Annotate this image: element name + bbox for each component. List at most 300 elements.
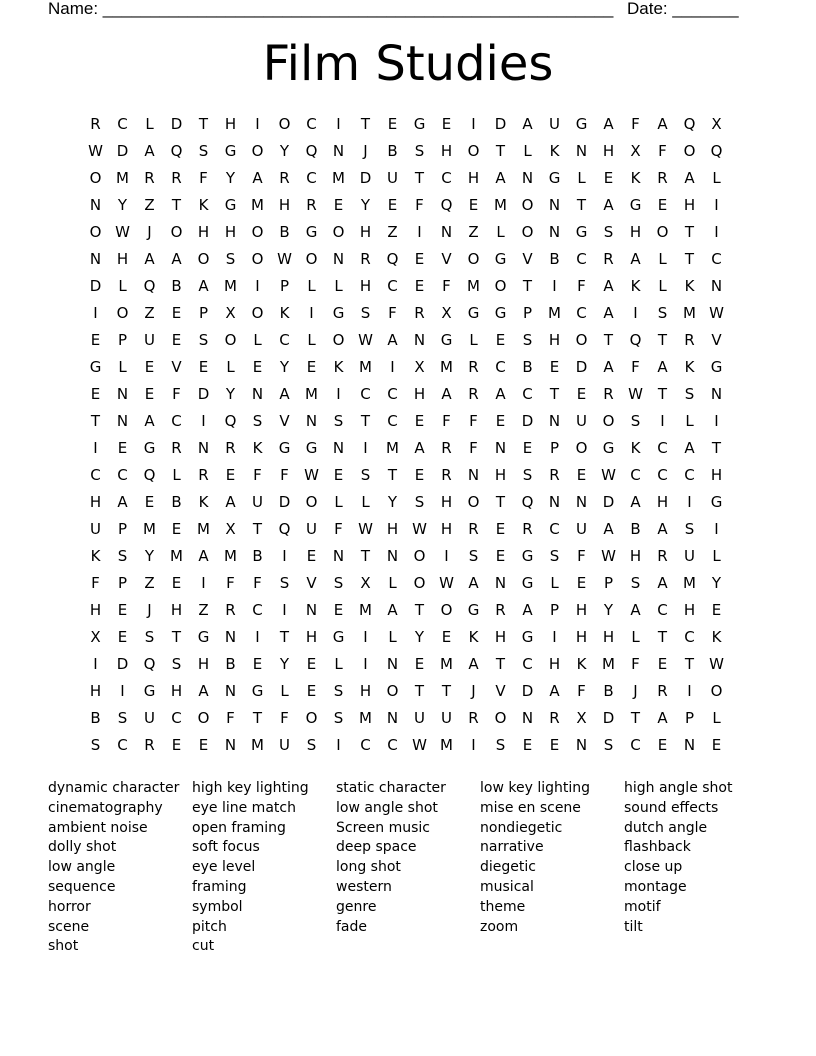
grid-letter: L [577,169,586,187]
grid-letter: N [332,142,345,160]
grid-letter: S [360,304,371,322]
grid-letter: H [467,169,480,187]
grid-letter: S [225,250,236,268]
grid-letter: E [90,331,101,349]
grid-letter: P [684,709,695,727]
grid-letter: K [90,547,101,565]
grid-letter: U [414,709,425,727]
grid-letter: A [468,574,479,592]
grid-letter: G [413,115,426,133]
grid-letter: T [711,439,722,457]
grid-letter: F [253,466,262,484]
grid-letter: S [495,736,506,754]
grid-letter: S [360,466,371,484]
word-item: cut [192,938,215,955]
grid-letter: T [171,196,182,214]
grid-letter: K [252,439,263,457]
grid-letter: W [709,304,724,322]
grid-letter: O [710,682,723,700]
grid-letter: I [255,628,260,646]
grid-row [82,489,730,516]
grid-letter: M [440,358,453,376]
grid-letter: T [657,385,668,403]
grid-letter: R [603,385,614,403]
grid-letter: R [360,250,371,268]
word-item: zoom [480,918,519,935]
word-item: open framing [192,819,286,836]
grid-letter: I [471,736,476,754]
grid-letter: D [521,412,534,430]
grid-letter: J [147,223,152,241]
grid-letter: G [197,628,210,646]
grid-letter: Y [225,385,236,403]
grid-letter: E [225,466,236,484]
grid-letter: P [549,601,560,619]
grid-letter: H [197,655,210,673]
grid-letter: S [684,520,695,538]
grid-letter: L [631,628,640,646]
grid-letter: N [494,574,507,592]
grid-row [82,192,730,219]
grid-letter: C [117,736,128,754]
grid-letter: E [495,520,506,538]
grid-letter: E [522,439,533,457]
grid-letter: E [414,250,425,268]
grid-letter: O [89,169,102,187]
word-column [480,779,624,957]
grid-letter: Y [279,142,290,160]
grid-letter: L [712,547,721,565]
grid-letter: O [278,115,291,133]
grid-letter: N [413,331,426,349]
grid-letter: H [494,628,507,646]
word-item: flashback [624,839,691,856]
word-item: fade [336,918,368,935]
grid-letter: C [657,601,668,619]
grid-letter: F [631,358,640,376]
grid-row [82,327,730,354]
grid-letter: B [90,709,101,727]
grid-letter: O [224,331,237,349]
grid-letter: D [575,358,588,376]
word-item: narrative [480,839,544,856]
grid-row [82,138,730,165]
word-item: deep space [336,839,417,856]
word-item: eye level [192,859,256,876]
grid-letter: P [522,304,533,322]
grid-letter: O [521,196,534,214]
grid-row [82,732,730,759]
grid-letter: E [387,196,398,214]
grid-letter: S [333,412,344,430]
grid-letter: A [684,169,695,187]
grid-letter: E [576,466,587,484]
grid-letter: Q [710,142,723,160]
grid-letter: H [170,601,183,619]
grid-letter: R [414,304,425,322]
grid-letter: T [171,628,182,646]
grid-row [82,165,730,192]
grid-letter: R [657,547,668,565]
grid-letter: X [576,709,587,727]
grid-letter: E [171,520,182,538]
grid-letter: E [333,466,344,484]
grid-letter: Q [143,655,156,673]
grid-letter: E [657,655,668,673]
grid-letter: C [549,520,560,538]
grid-letter: A [144,412,155,430]
grid-letter: T [684,655,695,673]
grid-letter: G [710,358,723,376]
grid-letter: N [521,169,534,187]
grid-letter: T [522,277,533,295]
grid-letter: T [603,331,614,349]
grid-letter: E [198,358,209,376]
grid-letter: S [90,736,101,754]
word-item: tilt [624,918,643,935]
grid-letter: I [93,439,98,457]
grid-letter: I [336,115,341,133]
grid-row [82,111,730,138]
grid-letter: S [414,142,425,160]
word-item: theme [480,898,526,915]
word-item: close up [624,859,683,876]
grid-letter: G [467,304,480,322]
grid-letter: G [521,547,534,565]
grid-letter: S [333,682,344,700]
grid-letter: O [116,304,129,322]
word-item: horror [48,898,91,915]
grid-letter: E [657,196,668,214]
grid-letter: Y [387,493,398,511]
grid-letter: N [224,736,237,754]
grid-letter: K [198,493,209,511]
grid-letter: M [683,304,696,322]
grid-letter: E [90,385,101,403]
grid-letter: W [601,547,616,565]
grid-letter: S [144,628,155,646]
grid-letter: W [358,331,373,349]
grid-row [82,354,730,381]
grid-letter: S [279,574,290,592]
grid-letter: R [171,169,182,187]
grid-letter: E [333,196,344,214]
grid-letter: P [117,520,128,538]
grid-letter: P [603,574,614,592]
grid-letter: Q [278,520,291,538]
grid-letter: A [495,169,506,187]
grid-letter: L [334,655,343,673]
grid-letter: T [495,493,506,511]
word-item: cinematography [48,799,163,816]
grid-letter: E [306,682,317,700]
grid-letter: H [89,493,102,511]
grid-letter: V [711,331,722,349]
grid-letter: O [494,277,507,295]
grid-letter: O [170,223,183,241]
word-item: framing [192,878,247,895]
grid-letter: I [444,547,449,565]
grid-letter: C [360,385,371,403]
grid-letter: G [251,682,264,700]
grid-letter: A [198,547,209,565]
grid-letter: I [363,655,368,673]
grid-letter: P [117,574,128,592]
grid-letter: N [548,196,561,214]
grid-letter: I [201,574,206,592]
word-item: western [336,878,392,895]
grid-letter: G [143,682,156,700]
word-item: static character [336,780,446,796]
grid-letter: I [714,412,719,430]
grid-letter: Z [144,574,155,592]
grid-letter: V [441,250,452,268]
grid-letter: N [494,439,507,457]
grid-letter: H [359,223,372,241]
grid-letter: T [630,709,641,727]
grid-letter: F [469,439,478,457]
grid-letter: E [171,736,182,754]
grid-letter: N [332,547,345,565]
grid-letter: C [117,115,128,133]
grid-letter: R [657,682,668,700]
grid-letter: I [471,115,476,133]
grid-letter: I [552,277,557,295]
grid-letter: A [225,493,236,511]
grid-letter: Z [198,601,209,619]
grid-letter: E [144,358,155,376]
grid-letter: L [226,358,235,376]
grid-letter: M [224,277,237,295]
grid-letter: C [441,169,452,187]
grid-letter: S [117,709,128,727]
grid-letter: Q [143,277,156,295]
grid-letter: J [471,682,476,700]
grid-letter: X [90,628,101,646]
grid-letter: E [171,304,182,322]
grid-letter: C [360,736,371,754]
grid-letter: I [363,628,368,646]
grid-letter: T [252,709,263,727]
grid-letter: F [280,466,289,484]
grid-letter: A [657,520,668,538]
grid-letter: H [89,682,102,700]
grid-letter: C [387,736,398,754]
grid-letter: M [602,655,615,673]
grid-letter: C [657,439,668,457]
grid-letter: M [197,520,210,538]
grid-letter: K [711,628,722,646]
grid-letter: A [603,358,614,376]
grid-letter: E [144,385,155,403]
grid-letter: E [306,655,317,673]
grid-letter: A [198,682,209,700]
word-item: low angle shot [336,799,438,816]
grid-letter: L [712,709,721,727]
grid-letter: U [252,493,263,511]
grid-letter: T [414,682,425,700]
grid-letter: L [118,277,127,295]
grid-letter: G [548,169,561,187]
grid-letter: D [521,682,534,700]
grid-row [82,624,730,651]
grid-letter: B [171,493,182,511]
grid-letter: S [522,466,533,484]
grid-letter: R [225,601,236,619]
grid-letter: E [441,115,452,133]
grid-letter: Q [683,115,696,133]
grid-letter: N [305,601,318,619]
grid-letter: W [115,223,130,241]
grid-letter: H [656,493,669,511]
grid-letter: Z [468,223,479,241]
grid-letter: G [521,574,534,592]
grid-letter: C [252,601,263,619]
grid-letter: H [548,655,561,673]
grid-letter: I [120,682,125,700]
grid-letter: O [440,601,453,619]
grid-letter: C [630,736,641,754]
grid-letter: E [117,628,128,646]
grid-letter: J [147,601,152,619]
grid-letter: C [684,466,695,484]
grid-letter: F [226,574,235,592]
grid-letter: A [468,655,479,673]
grid-letter: Q [440,196,453,214]
grid-letter: U [576,520,587,538]
grid-letter: U [684,547,695,565]
grid-letter: U [387,169,398,187]
grid-letter: T [549,385,560,403]
grid-letter: H [224,223,237,241]
grid-letter: A [630,493,641,511]
grid-letter: A [630,250,641,268]
grid-letter: H [683,601,696,619]
grid-letter: N [467,466,480,484]
grid-letter: S [630,412,641,430]
grid-letter: M [359,709,372,727]
grid-letter: E [657,736,668,754]
grid-letter: U [306,520,317,538]
grid-letter: G [494,304,507,322]
grid-letter: A [657,574,668,592]
grid-letter: B [603,682,614,700]
grid-letter: K [279,304,290,322]
grid-letter: C [171,709,182,727]
grid-letter: R [549,466,560,484]
grid-letter: P [279,277,290,295]
grid-letter: C [657,466,668,484]
grid-letter: T [657,331,668,349]
grid-letter: F [91,574,100,592]
grid-letter: H [575,628,588,646]
grid-letter: I [660,412,665,430]
grid-letter: T [360,547,371,565]
grid-letter: L [496,223,505,241]
grid-letter: P [117,331,128,349]
grid-letter: E [414,655,425,673]
grid-letter: E [711,601,722,619]
grid-letter: I [714,520,719,538]
grid-letter: K [684,358,695,376]
grid-letter: N [548,493,561,511]
grid-letter: Y [144,547,155,565]
grid-letter: K [576,655,587,673]
grid-letter: E [495,331,506,349]
grid-letter: Y [279,655,290,673]
grid-letter: H [629,223,642,241]
grid-row [82,462,730,489]
grid-letter: T [657,628,668,646]
grid-letter: R [171,439,182,457]
grid-letter: A [630,601,641,619]
word-item: dynamic character [48,780,180,796]
grid-letter: G [305,223,318,241]
grid-letter: I [201,412,206,430]
grid-letter: R [90,115,101,133]
grid-letter: V [171,358,182,376]
grid-row [82,408,730,435]
grid-letter: O [89,223,102,241]
grid-letter: H [89,601,102,619]
grid-letter: A [657,358,668,376]
grid-letter: H [548,331,561,349]
grid-letter: H [116,250,129,268]
grid-letter: T [360,412,371,430]
grid-letter: E [495,547,506,565]
grid-letter: L [280,682,289,700]
grid-letter: R [306,196,317,214]
grid-letter: T [495,142,506,160]
grid-letter: E [117,601,128,619]
word-item: pitch [192,918,227,935]
grid-letter: G [332,628,345,646]
grid-letter: H [494,466,507,484]
grid-letter: O [305,493,318,511]
grid-letter: T [387,466,398,484]
grid-letter: O [683,142,696,160]
grid-letter: I [93,655,98,673]
grid-letter: E [387,115,398,133]
grid-letter: A [522,115,533,133]
grid-letter: E [306,547,317,565]
grid-letter: E [414,412,425,430]
grid-letter: N [251,385,264,403]
word-item: sound effects [624,799,719,816]
grid-letter: Y [117,196,128,214]
grid-letter: K [630,439,641,457]
grid-letter: U [90,520,101,538]
grid-letter: C [522,385,533,403]
grid-letter: H [602,628,615,646]
grid-letter: T [252,520,263,538]
letter-grid [82,111,730,759]
grid-letter: W [439,574,454,592]
grid-letter: G [602,439,615,457]
grid-letter: G [278,439,291,457]
grid-row [82,597,730,624]
grid-letter: C [90,466,101,484]
grid-letter: D [602,493,615,511]
grid-letter: X [225,304,236,322]
grid-letter: A [495,385,506,403]
grid-letter: V [495,682,506,700]
grid-letter: O [332,223,345,241]
grid-letter: L [658,250,667,268]
grid-letter: L [550,574,559,592]
grid-letter: N [224,628,237,646]
grid-letter: N [710,385,723,403]
